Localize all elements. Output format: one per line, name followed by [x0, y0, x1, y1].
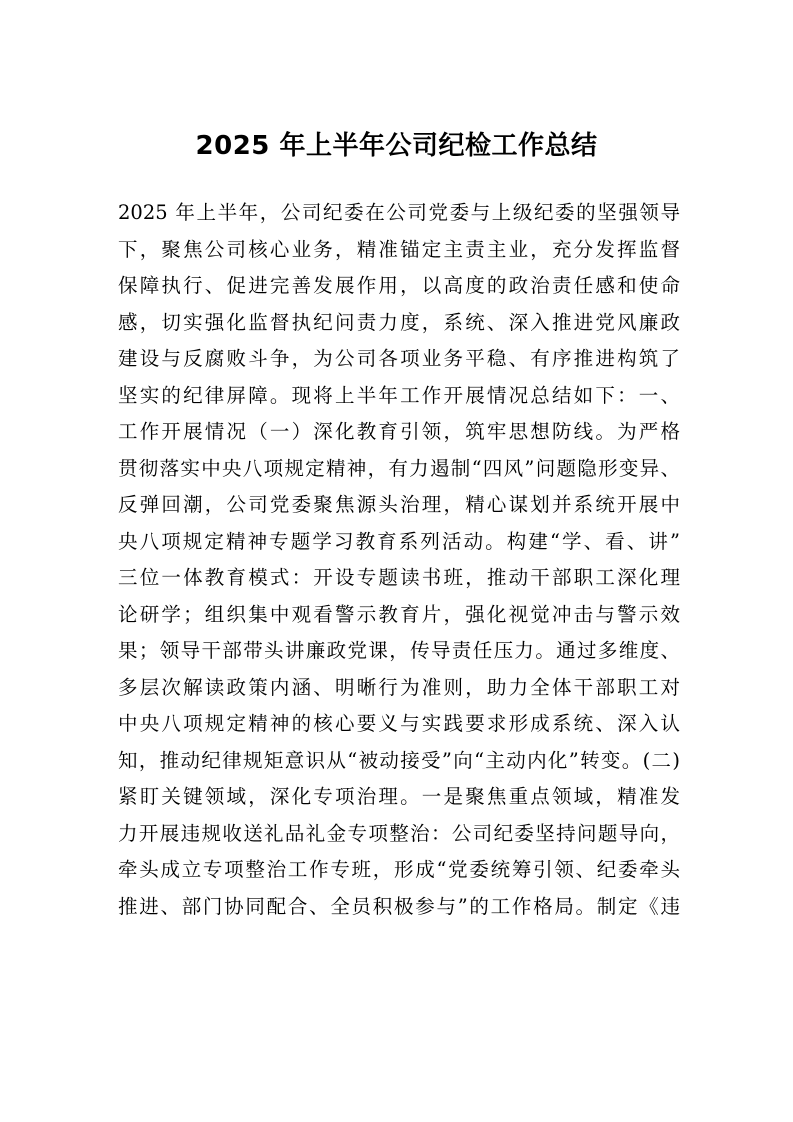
body-line: 论研学；组织集中观看警示教育片，强化视觉冲击与警示效 — [118, 602, 680, 626]
body-line: 力开展违规收送礼品礼金专项整治：公司纪委坚持问题导向， — [118, 821, 680, 845]
body-line: 2025 年上半年，公司纪委在公司党委与上级纪委的坚强领导 — [118, 201, 680, 224]
body-line: 下，聚焦公司核心业务，精准锚定主责主业，充分发挥监督 — [118, 237, 680, 261]
body-line: 感，切实强化监督执纪问责力度，系统、深入推进党风廉政 — [118, 310, 680, 334]
document-body — [118, 195, 680, 925]
body-line: 工作开展情况（一）深化教育引领，筑牢思想防线。为严格 — [118, 420, 680, 443]
body-line: 坚实的纪律屏障。现将上半年工作开展情况总结如下：一、 — [118, 383, 680, 407]
body-line: 贯彻落实中央八项规定精神，有力遏制“四风”问题隐形变异、 — [118, 456, 680, 480]
body-line: 中央八项规定精神的核心要义与实践要求形成系统、深入认 — [118, 712, 680, 735]
body-line: 建设与反腐败斗争，为公司各项业务平稳、有序推进构筑了 — [118, 347, 680, 370]
body-line: 紧盯关键领域，深化专项治理。一是聚焦重点领域，精准发 — [118, 785, 680, 808]
body-line: 三位一体教育模式：开设专题读书班，推动干部职工深化理 — [118, 566, 680, 589]
body-line: 多层次解读政策内涵、明晰行为准则，助力全体干部职工对 — [118, 675, 680, 699]
body-line: 保障执行、促进完善发展作用，以高度的政治责任感和使命 — [118, 274, 680, 297]
body-line: 牵头成立专项整治工作专班，形成“党委统筹引领、纪委牵头 — [118, 858, 680, 881]
body-line: 果；领导干部带头讲廉政党课，传导责任压力。通过多维度、 — [118, 639, 680, 662]
document-title: 2025 年上半年公司纪检工作总结 — [195, 131, 598, 161]
body-line: 央八项规定精神专题学习教育系列活动。构建“学、看、讲” — [118, 529, 680, 553]
body-line: 推进、部门协同配合、全员积极参与”的工作格局。制定《违 — [118, 894, 680, 918]
body-line: 知，推动纪律规矩意识从“被动接受”向“主动内化”转变。(二) — [118, 748, 680, 772]
body-line: 反弹回潮，公司党委聚焦源头治理，精心谋划并系统开展中 — [118, 493, 680, 516]
